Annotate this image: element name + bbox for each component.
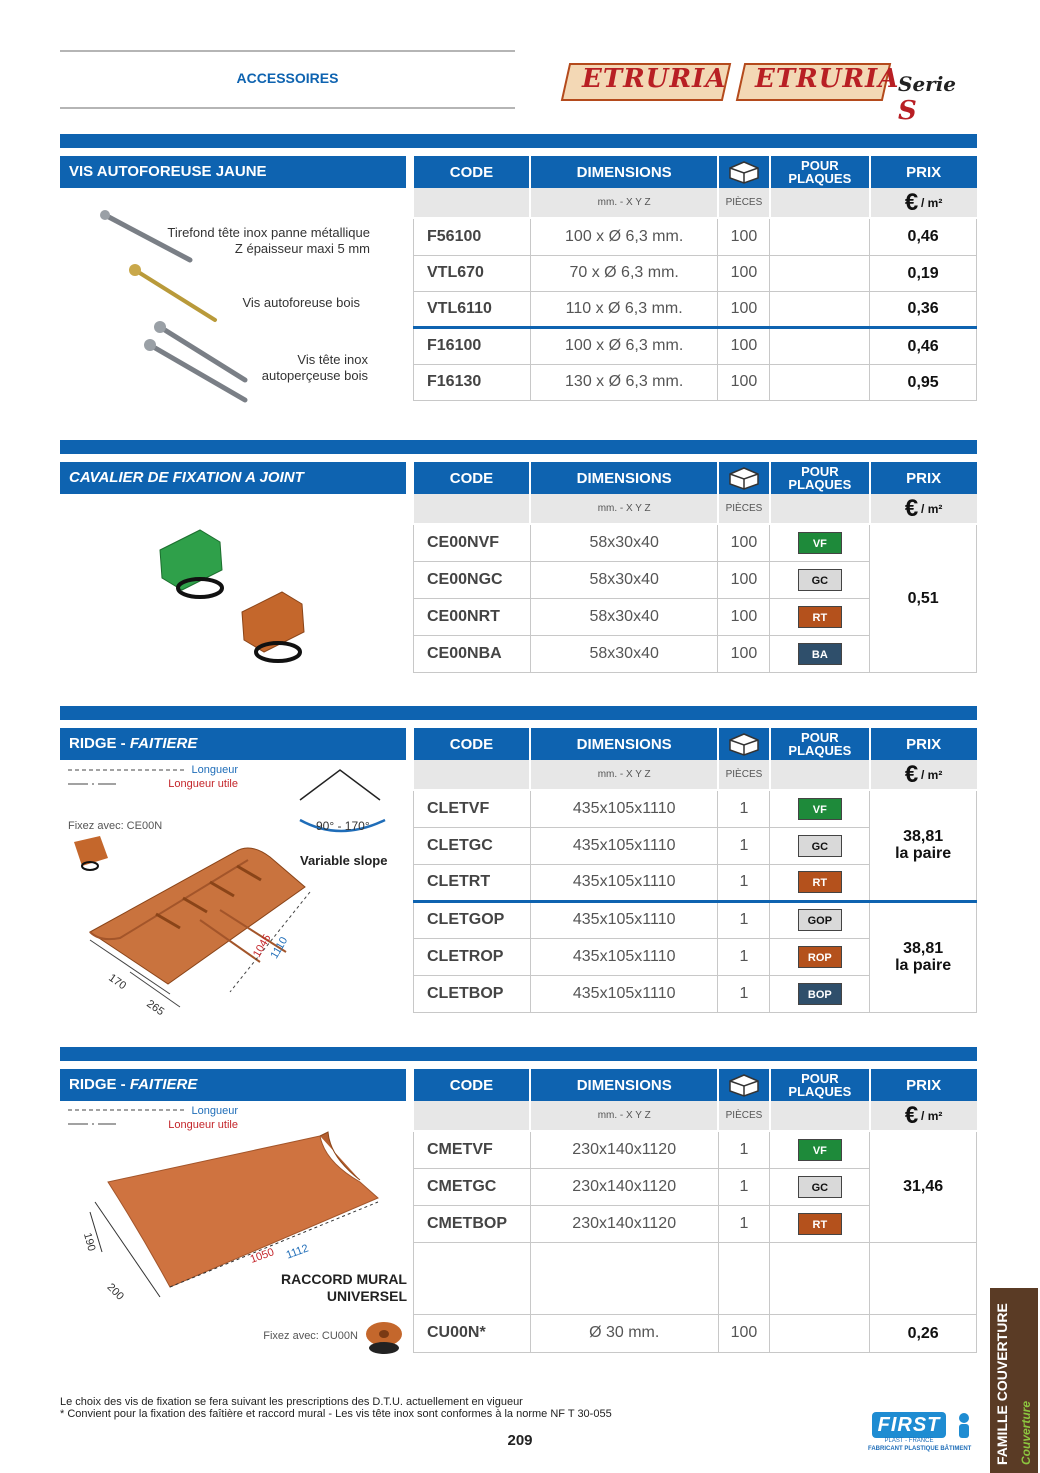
col-prix: PRIX (870, 1069, 977, 1101)
raccord-label: RACCORD MURAL UNIVERSEL (281, 1271, 407, 1304)
dim-1112: 1112 (284, 1242, 311, 1262)
dim-265: 265 (144, 997, 167, 1019)
screw-caption-1: Tirefond tête inox panne métallique Z épaisseur maxi 5 mm (167, 225, 370, 256)
color-badge: GC (798, 569, 842, 591)
color-badge: BOP (798, 983, 842, 1005)
section-heading: ACCESSOIRES (236, 70, 339, 86)
section3-title: RIDGE - FAITIERE (60, 728, 406, 760)
box-icon (718, 1069, 770, 1101)
first-logo: FIRST PLAST - FRANCE FABRICANT PLASTIQUE BÂTIMENT (868, 1410, 980, 1456)
section2-table (413, 462, 977, 673)
table-row: CE00NVF 58x30x40 100 VF 0,51 (414, 524, 977, 561)
section2-title: CAVALIER DE FIXATION A JOINT (60, 462, 406, 494)
dim-190: 190 (81, 1231, 98, 1253)
col-pour-plaques: POUR PLAQUES (770, 1069, 870, 1101)
sub-blank (414, 188, 531, 218)
color-badge: RT (798, 871, 842, 893)
section1-table (413, 156, 977, 401)
table-row: CMETGC 230x140x1120 1 GC (414, 1168, 977, 1205)
col-code: CODE (414, 1069, 531, 1101)
screw-caption-3: Vis tête inox autoperçeuse bois (261, 352, 368, 383)
table-row: CMETVF 230x140x1120 1 VF 31,46 (414, 1131, 977, 1168)
sub-pieces: PIÈCES (718, 188, 770, 218)
washer-image (362, 1318, 406, 1358)
color-badge: GC (798, 835, 842, 857)
brand-name-2: ETRURIA (755, 64, 900, 94)
price-cell: 38,81 la paire (870, 901, 977, 1012)
slope-label: Variable slope (300, 853, 388, 868)
box-icon (718, 728, 770, 760)
table-row: CLETVF 435x105x1110 1 VF 38,81 la paire (414, 790, 977, 827)
fixez-label: Fixez avec: CE00N (68, 820, 163, 832)
sub-euro: € / m² (870, 188, 977, 218)
col-dimensions: DIMENSIONS (530, 462, 718, 494)
color-badge: RT (798, 606, 842, 628)
sub-dims: mm. - X Y Z (530, 760, 718, 790)
brand-logo (560, 58, 980, 126)
angle-label: 90° - 170° (316, 819, 370, 833)
table-row: CLETGOP 435x105x1110 1 GOP 38,81 la paire (414, 901, 977, 938)
footer-notes: Le choix des vis de fixation se fera suivant les prescriptions des D.T.U. actuellement en vigueur * Convient pour la fixation des faîtière et raccord mural - Les vis tête inox sont conformes à la norme NF T 30-055 (60, 1396, 612, 1420)
side-tab-label: FAMILLE COUVERTURE Couverture (994, 1303, 1033, 1465)
table-row: F16100 100 x Ø 6,3 mm. 100 0,46 (414, 327, 977, 364)
price-cell: 38,81 la paire (870, 790, 977, 901)
section4-title: RIDGE - FAITIERE (60, 1069, 406, 1101)
header-rule-top (60, 50, 515, 52)
sub-pieces: PIÈCES (718, 494, 770, 524)
table-row-empty (414, 1242, 977, 1314)
table-row: F56100 100 x Ø 6,3 mm. 100 0,46 (414, 218, 977, 255)
sub-pieces: PIÈCES (718, 760, 770, 790)
color-badge: RT (798, 1213, 842, 1235)
table-row: CE00NGC 58x30x40 100 GC (414, 561, 977, 598)
table-row: CLETROP 435x105x1110 1 ROP (414, 938, 977, 975)
header-rule-bottom (60, 107, 515, 109)
color-badge: VF (798, 532, 842, 554)
dim-1045: 1045 (250, 932, 274, 960)
section4-band (60, 1047, 977, 1061)
sub-dims: mm. - X Y Z (530, 494, 718, 524)
col-prix: PRIX (870, 728, 977, 760)
fixez-label: Fixez avec: CU00N (263, 1330, 358, 1342)
side-tab (990, 1288, 1038, 1473)
cavalier-image (150, 520, 310, 670)
col-dimensions: DIMENSIONS (530, 156, 718, 188)
col-prix: PRIX (870, 156, 977, 188)
section2-band (60, 440, 977, 454)
table-row: CLETBOP 435x105x1110 1 BOP (414, 975, 977, 1012)
col-dimensions: DIMENSIONS (530, 728, 718, 760)
section1-title: VIS AUTOFOREUSE JAUNE (60, 156, 406, 188)
table-row: CMETBOP 230x140x1120 1 RT (414, 1205, 977, 1242)
col-pour-plaques: POUR PLAQUES (770, 156, 870, 188)
screw-caption-2: Vis autoforeuse bois (242, 295, 360, 310)
color-badge: GOP (798, 909, 842, 931)
brand-name-1: ETRURIA (582, 64, 727, 94)
col-pour-plaques: POUR PLAQUES (770, 462, 870, 494)
table-row: CLETRT 435x105x1110 1 RT (414, 864, 977, 901)
page-number: 209 (507, 1432, 533, 1449)
col-code: CODE (414, 728, 531, 760)
color-badge: BA (798, 643, 842, 665)
table-row: VTL670 70 x Ø 6,3 mm. 100 0,19 (414, 255, 977, 291)
sub-dims: mm. - X Y Z (530, 188, 718, 218)
col-code: CODE (414, 462, 531, 494)
dim-200: 200 (104, 1281, 126, 1303)
box-icon (718, 156, 770, 188)
section4-table (413, 1069, 977, 1353)
price-cell: 0,51 (870, 524, 977, 672)
section3-table (413, 728, 977, 1013)
table-row: F16130 130 x Ø 6,3 mm. 100 0,95 (414, 364, 977, 400)
legend-longueur-utile: Longueur utile (168, 1119, 238, 1131)
col-dimensions: DIMENSIONS (530, 1069, 718, 1101)
dim-1050: 1050 (248, 1246, 276, 1266)
legend-longueur: Longueur (191, 764, 238, 776)
col-code: CODE (414, 156, 531, 188)
section1-band (60, 134, 977, 148)
sub-euro: € / m² (870, 760, 977, 790)
sub-euro: € / m² (870, 1101, 977, 1131)
box-icon (718, 462, 770, 494)
sub-blank (770, 188, 870, 218)
price-cell: 31,46 (870, 1131, 977, 1242)
table-row: CE00NBA 58x30x40 100 BA (414, 635, 977, 672)
sub-dims: mm. - X Y Z (530, 1101, 718, 1131)
dim-170: 170 (106, 971, 129, 993)
sub-pieces: PIÈCES (718, 1101, 770, 1131)
serie-label: Serie S (898, 72, 957, 126)
col-prix: PRIX (870, 462, 977, 494)
color-badge: ROP (798, 946, 842, 968)
table-row: CU00N* Ø 30 mm. 100 0,26 (414, 1314, 977, 1352)
mascot-icon (954, 1412, 974, 1442)
table-row: VTL6110 110 x Ø 6,3 mm. 100 0,36 (414, 291, 977, 327)
table-row: CLETGC 435x105x1110 1 GC (414, 827, 977, 864)
section3-band (60, 706, 977, 720)
color-badge: VF (798, 798, 842, 820)
legend-longueur: Longueur (191, 1105, 238, 1117)
legend-longueur-utile: Longueur utile (168, 778, 238, 790)
table-row: CE00NRT 58x30x40 100 RT (414, 598, 977, 635)
col-pour-plaques: POUR PLAQUES (770, 728, 870, 760)
sub-euro: € / m² (870, 494, 977, 524)
dim-1110: 1110 (268, 935, 291, 961)
color-badge: GC (798, 1176, 842, 1198)
color-badge: VF (798, 1139, 842, 1161)
